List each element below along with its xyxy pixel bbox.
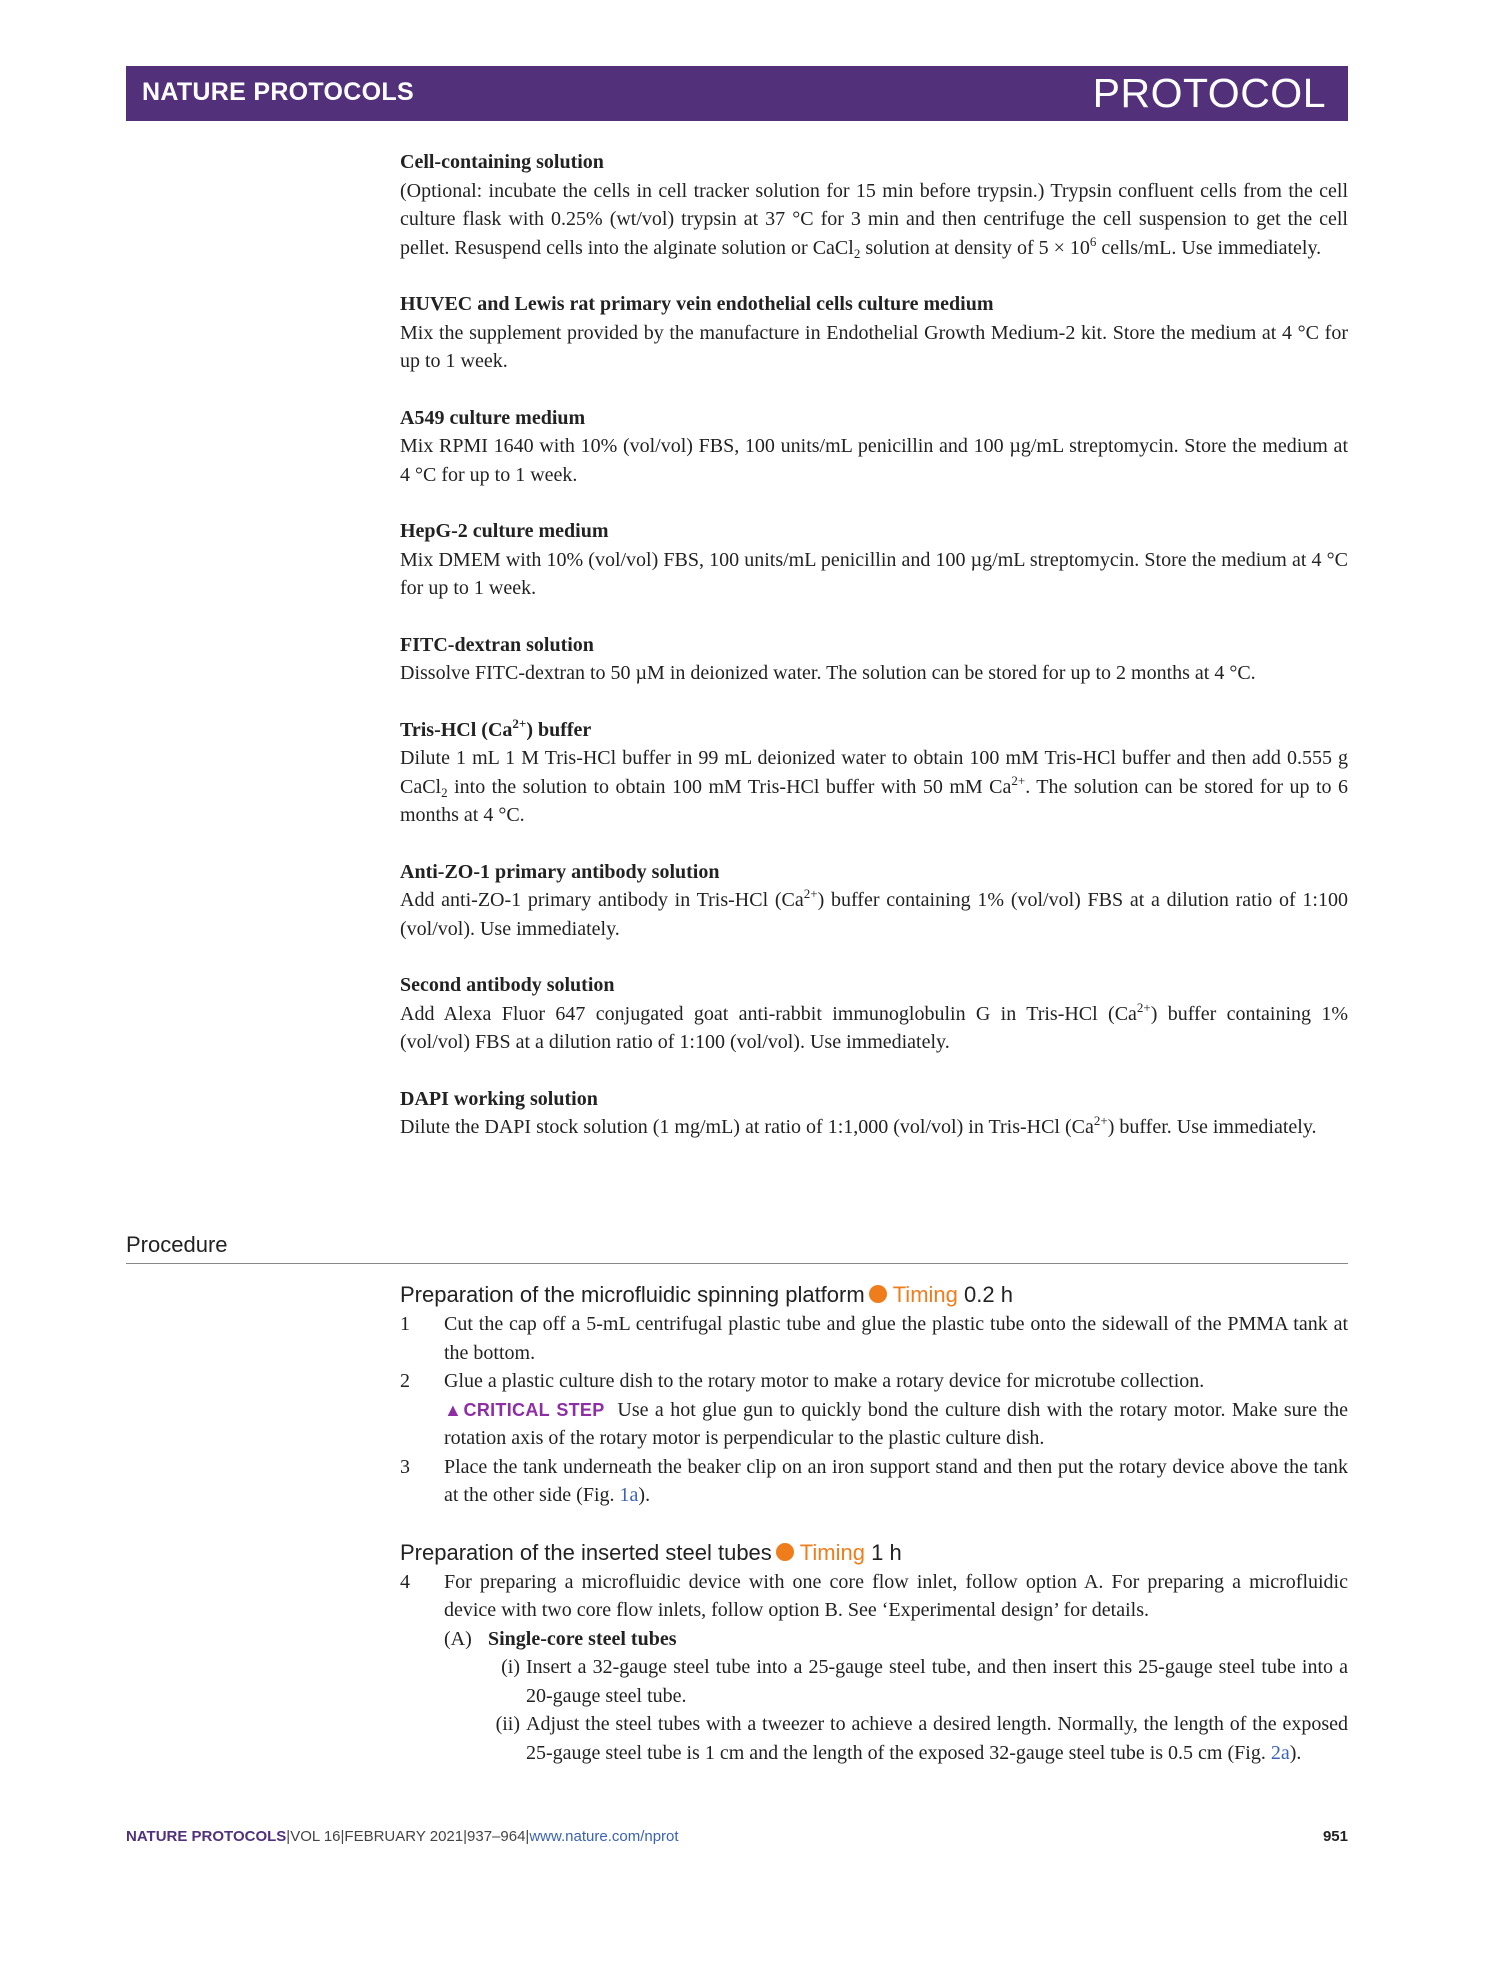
reagent-body: Mix the supplement provided by the manufacture in Endothelial Growth Medium-2 kit. Store the medium at 4 °C for up to 1 week. [400,321,1348,372]
reagent-title: DAPI working solution [400,1087,598,1110]
reagent-huvec-medium [400,290,1348,376]
figure-link[interactable]: 1a [619,1484,639,1506]
critical-step-label: ▲CRITICAL STEP [444,1399,605,1420]
reagent-setup [400,148,1348,1170]
reagent-tris-buffer [400,716,1348,830]
procedure-step: 2 Glue a plastic culture dish to the rotary motor to make a rotary device for microtube collection. ▲CRITICAL STEP Use a hot glue gun to quickly bond the culture dish with the rotary motor. Make sure the rotation axis of the rotary motor is perpendicular to the plastic culture dish. [400,1370,1348,1449]
page-number: 951 [1322,1828,1348,1845]
section-title: Preparation of the microfluidic spinning platform Timing 0.2 h [400,1282,1013,1307]
reagent-hepg2-medium [400,517,1348,603]
reagent-zo1-antibody [400,858,1348,944]
reagent-title: Anti-ZO-1 primary antibody solution [400,860,720,883]
reagent-title: Tris-HCl $(Ca^{2+})$ buffer [400,715,592,741]
reagent-a549-medium [400,404,1348,490]
reagent-second-antibody [400,971,1348,1057]
option-item: (ii) Adjust the steel tubes with a tweezer to achieve a desired length. Normally, the length of the exposed 25-gauge steel tube is 1 cm and the length of the exposed 32-gauge steel tube is 0.5 cm (Fig. 2a). [495,1713,1348,1764]
timing-dot-icon [776,1543,794,1561]
section-title: Preparation of the inserted steel tubes Timing 1 h [400,1539,902,1565]
reagent-body: Mix DMEM with 10% (vol/vol) FBS, 100 units/mL penicillin and 100 µg/mL streptomycin. Store the medium at 4 °C for up to 1 week. [400,548,1348,599]
reagent-body: Add Alexa Fluor 647 conjugated goat anti-rabbit immunoglobulin G in Tris-HCl $(Ca^{2+})$ buffer containing 1% (vol/vol) FBS at a dilution ratio of 1:100 (vol/vol). Use immediately. [400,999,1348,1053]
journal-name: NATURE PROTOCOLS [142,78,414,106]
option-item: (i) Insert a 32-gauge steel tube into a 25-gauge steel tube, and then insert this 25-gauge steel tube into a 20-gauge steel tube. [501,1656,1348,1707]
reagent-body: Add anti-ZO-1 primary antibody in Tris-HCl $(Ca^{2+})$ buffer containing 1% (vol/vol) FBS at a dilution ratio of 1:100 (vol/vol). Use immediately. [400,886,1348,940]
reagent-body: (Optional: incubate the cells in cell tracker solution for 15 min before trypsin.) Trypsin confluent cells from the cell culture flask with 0.25% (wt/vol) trypsin at 37 °C for 3 min and then centrifuge the cell suspension to get the cell pellet. Resuspend cells into the alginate solution or CaCl$_2$ solution at density of $5 \times 10^6$ cells/mL. Use immediately. [400,179,1348,261]
journal-header [126,66,1348,121]
procedure-step: 1 Cut the cap off a 5-mL centrifugal plastic tube and glue the plastic tube onto the sidewall of the PMMA tank at the bottom. [400,1313,1348,1364]
procedure-heading: Procedure [126,1232,228,1257]
reagent-body: Dilute 1 mL 1 M Tris-HCl buffer in 99 mL deionized water to obtain 100 mM Tris-HCl buffer and then add 0.555 g CaCl$_2$ into the solution to obtain 100 mM Tris-HCl buffer with 50 mM $Ca^{2+}$. The solution can be stored for up to 6 months at 4 °C. [400,747,1348,826]
procedure-step: 3 Place the tank underneath the beaker clip on an iron support stand and then put the rotary device above the tank at the other side (Fig. 1a). [400,1455,1348,1506]
option-a: (A) Single-core steel tubes [444,1627,677,1650]
reagent-fitc-dextran [400,631,1348,688]
reagent-title: A549 culture medium [400,406,586,429]
reagent-title: Cell-containing solution [400,151,604,173]
reagent-body: Dissolve FITC-dextran to 50 µM in deionized water. The solution can be stored for up to 2 months at 4 °C. [400,662,1256,684]
reagent-title: Second antibody solution [400,974,615,996]
article-type: PROTOCOL [1092,70,1326,116]
reagent-body: Dilute the DAPI stock solution (1 mg/mL) at ratio of 1:1,000 (vol/vol) in Tris-HCl $(Ca^{2+})$ buffer. Use immediately. [400,1113,1317,1138]
reagent-dapi [400,1085,1348,1142]
procedure-body [400,1280,1348,1767]
reagent-body: Mix RPMI 1640 with 10% (vol/vol) FBS, 100 units/mL penicillin and 100 µg/mL streptomycin. Store the medium at 4 °C for up to 1 week. [400,435,1348,486]
page-footer: NATURE PROTOCOLS|VOL 16|FEBRUARY 2021|937–964|www.nature.com/nprot 951 [126,1828,1348,1845]
reagent-title: FITC-dextran solution [400,633,594,656]
procedure-step: 4 For preparing a microfluidic device with one core flow inlet, follow option A. For preparing a microfluidic device with two core flow inlets, follow option B. See ‘Experimental design’ for details. [400,1570,1348,1621]
footer-link[interactable]: www.nature.com/nprot [529,1828,679,1845]
figure-link[interactable]: 2a [1270,1741,1290,1764]
reagent-title: HepG-2 culture medium [400,520,609,542]
reagent-title: HUVEC and Lewis rat primary vein endothelial cells culture medium [400,293,994,315]
procedure-rule [126,1263,1348,1264]
timing-dot-icon [869,1285,887,1303]
reagent-cell-solution [400,148,1348,262]
